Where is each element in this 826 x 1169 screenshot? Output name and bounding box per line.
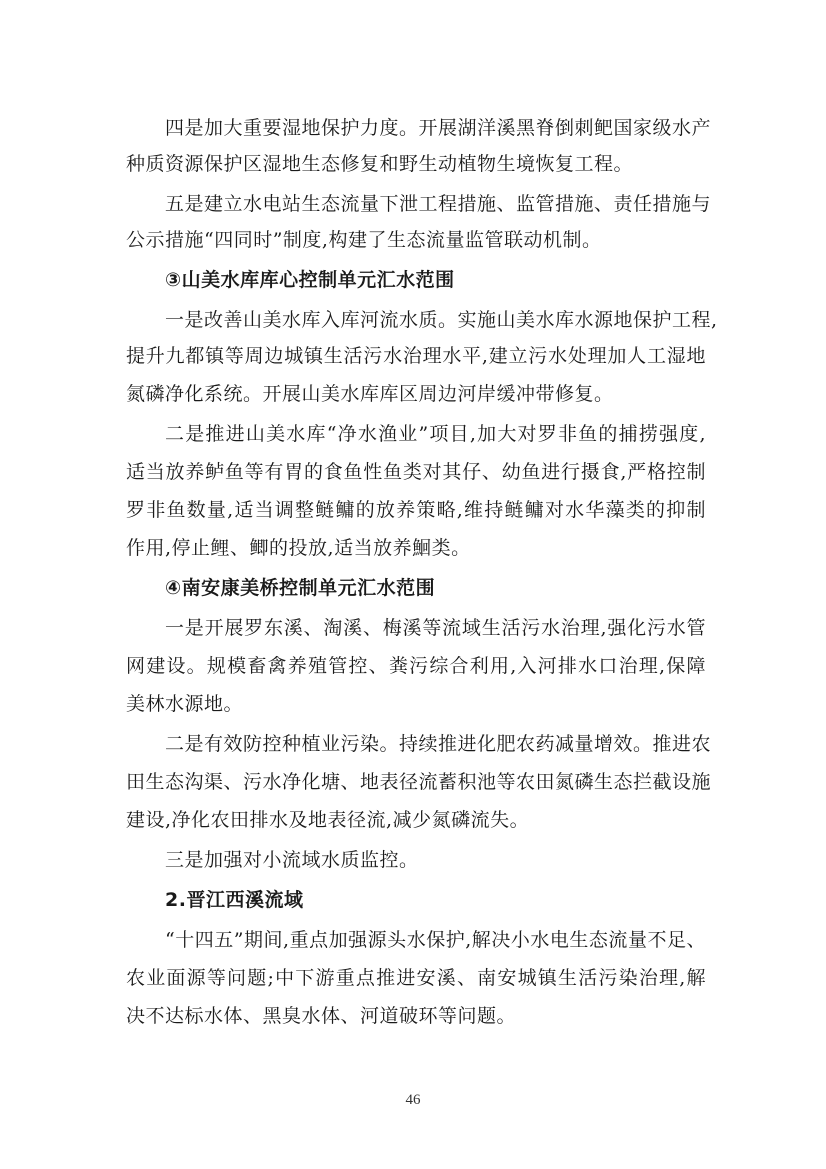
section-heading-shanmei: ③山美水库库心控制单元汇水范围 xyxy=(165,269,455,291)
paragraph-line: 种质资源保护区湿地生态修复和野生动植物生境恢复工程。 xyxy=(126,153,634,175)
paragraph-line: 二是有效防控种植业污染。持续推进化肥农药减量增效。推进农 xyxy=(165,733,712,755)
paragraph-line: 适当放养鲈鱼等有胃的食鱼性鱼类对其仔、幼鱼进行摄食,严格控制 xyxy=(126,461,706,483)
paragraph-line: 提升九都镇等周边城镇生活污水治理水平,建立污水处理加人工湿地 xyxy=(126,345,706,367)
paragraph-line: 氮磷净化系统。开展山美水库库区周边河岸缓冲带修复。 xyxy=(126,383,614,405)
paragraph-line: 田生态沟渠、污水净化塘、地表径流蓄积池等农田氮磷生态拦截设施 xyxy=(126,771,712,793)
page-number: 46 xyxy=(405,1092,421,1108)
paragraph-line: 作用,停止鲤、鲫的投放,适当放养鮰类。 xyxy=(126,537,471,559)
paragraph-line: “十四五”期间,重点加强源头水保护,解决小水电生态流量不足、 xyxy=(165,929,706,951)
paragraph-line: 美林水源地。 xyxy=(126,693,244,715)
paragraph-line: 建设,净化农田排水及地表径流,减少氮磷流失。 xyxy=(126,809,530,831)
paragraph-line: 一是开展罗东溪、淘溪、梅溪等流域生活污水治理,强化污水管 xyxy=(165,617,706,639)
section-heading-nanan: ④南安康美桥控制单元汇水范围 xyxy=(165,577,436,599)
paragraph-line: 网建设。规模畜禽养殖管控、粪污综合利用,入河排水口治理,保障 xyxy=(126,655,706,677)
paragraph-line: 四是加大重要湿地保护力度。开展湖洋溪黑脊倒刺鲃国家级水产 xyxy=(165,117,712,139)
paragraph-line: 决不达标水体、黑臭水体、河道破环等问题。 xyxy=(126,1005,517,1027)
paragraph-line: 五是建立水电站生态流量下泄工程措施、监管措施、责任措施与 xyxy=(165,193,712,215)
paragraph-line: 罗非鱼数量,适当调整鲢鳙的放养策略,维持鲢鳙对水华藻类的抑制 xyxy=(126,499,706,521)
paragraph-line: 二是推进山美水库“净水渔业”项目,加大对罗非鱼的捕捞强度, xyxy=(165,423,706,445)
paragraph-line: 公示措施“四同时”制度,构建了生态流量监管联动机制。 xyxy=(126,229,602,251)
paragraph-line: 一是改善山美水库入库河流水质。实施山美水库水源地保护工程, xyxy=(165,309,718,331)
paragraph-line: 农业面源等问题;中下游重点推进安溪、南安城镇生活污染治理,解 xyxy=(126,967,706,989)
section-heading-jinjiang: 2.晋江西溪流域 xyxy=(165,889,304,911)
paragraph-line: 三是加强对小流域水质监控。 xyxy=(165,849,419,871)
